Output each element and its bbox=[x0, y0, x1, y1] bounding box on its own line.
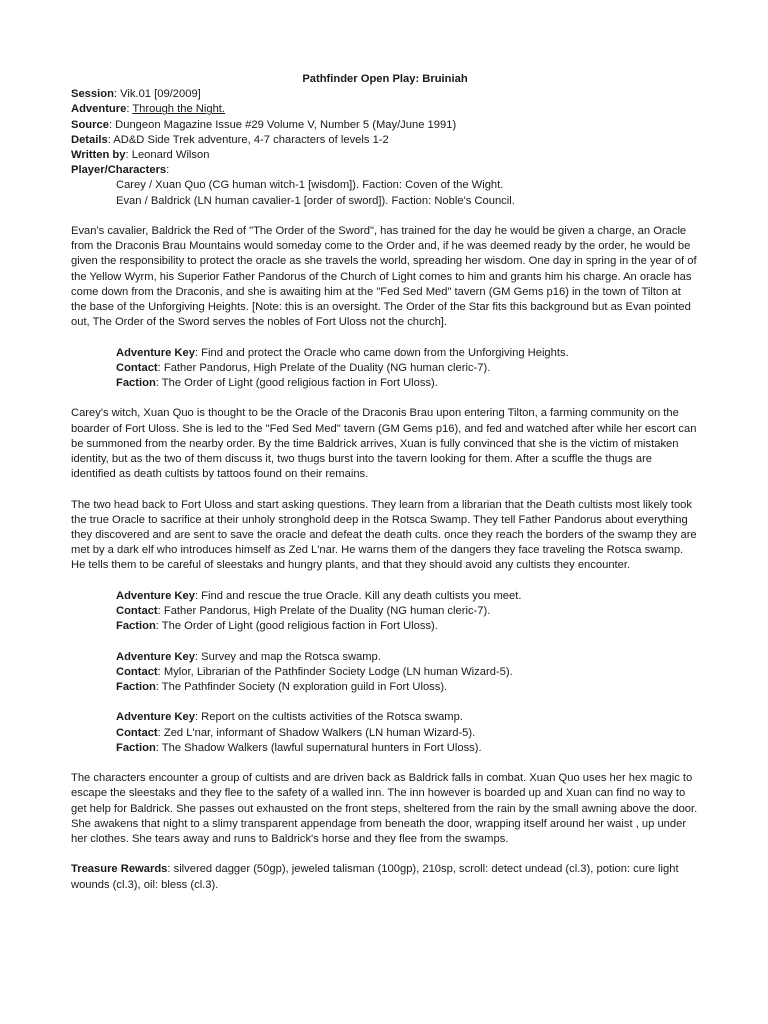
contact-label: Contact bbox=[116, 726, 158, 739]
players-label: Player/Characters bbox=[71, 164, 167, 177]
contact-value: : Mylor, Librarian of the Pathfinder Society Lodge (LN human Wizard-5). bbox=[157, 665, 513, 678]
adventure-key-block bbox=[116, 589, 699, 635]
contact-label: Contact bbox=[116, 665, 158, 678]
details-value: : AD&D Side Trek adventure, 4-7 characters of levels 1-2 bbox=[107, 133, 389, 146]
treasure-rewards bbox=[71, 862, 699, 892]
session-line bbox=[71, 87, 699, 102]
author-label: Written by bbox=[71, 149, 126, 162]
faction-value: : The Pathfinder Society (N exploration guild in Fort Uloss). bbox=[155, 681, 448, 694]
story-paragraph: Carey's witch, Xuan Quo is thought to be the Oracle of the Draconis Brau upon entering Tilton, a farming community on the boarder of Fort Uloss. She is led to the "Fed Sed Med" tavern (GM Gems p16), and fed and watched after while her escort can be summoned from the nearby order. By the time Baldrick arrives, Xuan is fully convinced that she is the victim of mistaken identity, but as the two of them discuss it, two thugs burst into the tavern looking for them. After a scuffle the thugs are identified as death cultists by tattoos found on their remains. bbox=[71, 407, 697, 481]
details-label: Details bbox=[71, 133, 108, 146]
source-line bbox=[71, 118, 699, 133]
adventure-key-value: : Report on the cultists activities of the Rotsca swamp. bbox=[194, 711, 463, 724]
adventure-key-line bbox=[116, 650, 699, 665]
contact-line bbox=[116, 726, 699, 741]
source-label: Source bbox=[71, 118, 109, 131]
contact-value: : Father Pandorus, High Prelate of the Duality (NG human cleric-7). bbox=[157, 361, 491, 374]
adventure-key-value: : Find and protect the Oracle who came down from the Unforgiving Heights. bbox=[194, 346, 569, 359]
adventure-key-line bbox=[116, 589, 699, 604]
faction-line bbox=[116, 619, 699, 634]
document-title: Pathfinder Open Play: Bruiniah bbox=[302, 73, 468, 85]
faction-line bbox=[116, 376, 699, 391]
faction-label: Faction bbox=[116, 620, 156, 633]
faction-line bbox=[116, 680, 699, 695]
contact-line bbox=[116, 604, 699, 619]
adventure-key-block bbox=[116, 710, 699, 756]
adventure-label: Adventure bbox=[71, 103, 127, 116]
story-paragraph: The two head back to Fort Uloss and start asking questions. They learn from a librarian that the Death cultists most likely took the true Oracle to sacrifice at their unholy stronghold deep in the Rotsca Swamp. They tell Father Pandorus about everything they discovered and are sent to save the oracle and defeat the death cults. once they reach the borders of the swamp they are met by a dark elf who introduces himself as Zed L'nar. He warns them of the dangers they face traveling the Rotsca swamp. He tells them to be careful of sleestaks and hungry plants, and that they should avoid any cultists they encounter. bbox=[71, 498, 697, 572]
contact-line bbox=[116, 361, 699, 376]
adventure-key-label: Adventure Key bbox=[116, 650, 195, 663]
contact-label: Contact bbox=[116, 605, 158, 618]
adventure-key-value: : Survey and map the Rotsca swamp. bbox=[194, 650, 381, 663]
adventure-key-block bbox=[116, 650, 699, 696]
story-paragraph: Evan's cavalier, Baldrick the Red of "The Order of the Sword", has trained for the day he would be given a charge, an Oracle from the Draconis Brau Mountains would someday come to the Order and, if he was deemed ready by the order, he would be given the responsibility to protect the oracle as she travels the world, spreading her wisdom. One day in spring in the year of of the Yellow Wyrm, his Superior Father Pandorus of the Church of Light comes to him and grants him his charge. An oracle has come down from the Draconis, and she is awaiting him at the "Fed Sed Med" tavern (GM Gems p16) in the town of Tilton at the base of the Unforgiving Heights. [Note: this is an oversight. The Order of the Star fits this background but as Evan pointed out, The Order of the Sword serves the nobles of Fort Uloss not the church]. bbox=[71, 225, 697, 329]
adventure-separator: : bbox=[126, 103, 133, 116]
story-paragraph: The characters encounter a group of cultists and are driven back as Baldrick falls in combat. Xuan Quo uses her hex magic to escape the sleestaks and they flee to the safety of a walled inn. The inn however is boarded up and Xuan can find no way to get help for Baldrick. She passes out exhausted on the front steps, sheltered from the rain by the small awning above the door. She awakens that night to a slimy transparent appendage from beneath the door, wrapping itself around her waist , up under her clothes. She tears away and runs to Baldrick's horse and they flee from the swamps. bbox=[71, 772, 698, 846]
adventure-key-label: Adventure Key bbox=[116, 589, 195, 602]
details-line bbox=[71, 133, 699, 148]
character-entry: Carey / Xuan Quo (CG human witch-1 [wisdom]). Faction: Coven of the Wight. bbox=[116, 179, 504, 192]
character-entry: Evan / Baldrick (LN human cavalier-1 [order of sword]). Faction: Noble's Council. bbox=[116, 194, 515, 207]
adventure-key-label: Adventure Key bbox=[116, 346, 195, 359]
adventure-key-value: : Find and rescue the true Oracle. Kill any death cultists you meet. bbox=[194, 589, 522, 602]
faction-label: Faction bbox=[116, 377, 156, 390]
source-value: : Dungeon Magazine Issue #29 Volume V, Number 5 (May/June 1991) bbox=[108, 118, 457, 131]
session-label: Session bbox=[71, 88, 114, 101]
faction-value: : The Shadow Walkers (lawful supernatural hunters in Fort Uloss). bbox=[155, 741, 482, 754]
adventure-title-link[interactable]: Through the Night. bbox=[132, 103, 226, 116]
session-value: : Vik.01 [09/2009] bbox=[113, 88, 201, 101]
players-separator: : bbox=[166, 164, 170, 177]
treasure-label: Treasure Rewards bbox=[71, 863, 168, 876]
contact-value: : Father Pandorus, High Prelate of the Duality (NG human cleric-7). bbox=[157, 605, 491, 618]
adventure-key-block bbox=[116, 346, 699, 392]
contact-label: Contact bbox=[116, 361, 158, 374]
faction-label: Faction bbox=[116, 741, 156, 754]
players-line bbox=[71, 163, 699, 178]
faction-value: : The Order of Light (good religious faction in Fort Uloss). bbox=[155, 620, 438, 633]
adventure-key-line bbox=[116, 346, 699, 361]
adventure-key-line bbox=[116, 710, 699, 725]
faction-line bbox=[116, 741, 699, 756]
contact-value: : Zed L'nar, informant of Shadow Walkers (LN human Wizard-5). bbox=[157, 726, 476, 739]
treasure-value: : silvered dagger (50gp), jeweled talisman (100gp), 210sp, scroll: detect undead (cl.3), potion: cure light wounds (cl.3), oil: bless (cl.3). bbox=[71, 863, 679, 891]
faction-label: Faction bbox=[116, 681, 156, 694]
adventure-line bbox=[71, 102, 699, 117]
contact-line bbox=[116, 665, 699, 680]
author-line bbox=[71, 148, 699, 163]
author-value: : Leonard Wilson bbox=[125, 149, 210, 162]
faction-value: : The Order of Light (good religious faction in Fort Uloss). bbox=[155, 377, 438, 390]
adventure-key-label: Adventure Key bbox=[116, 711, 195, 724]
